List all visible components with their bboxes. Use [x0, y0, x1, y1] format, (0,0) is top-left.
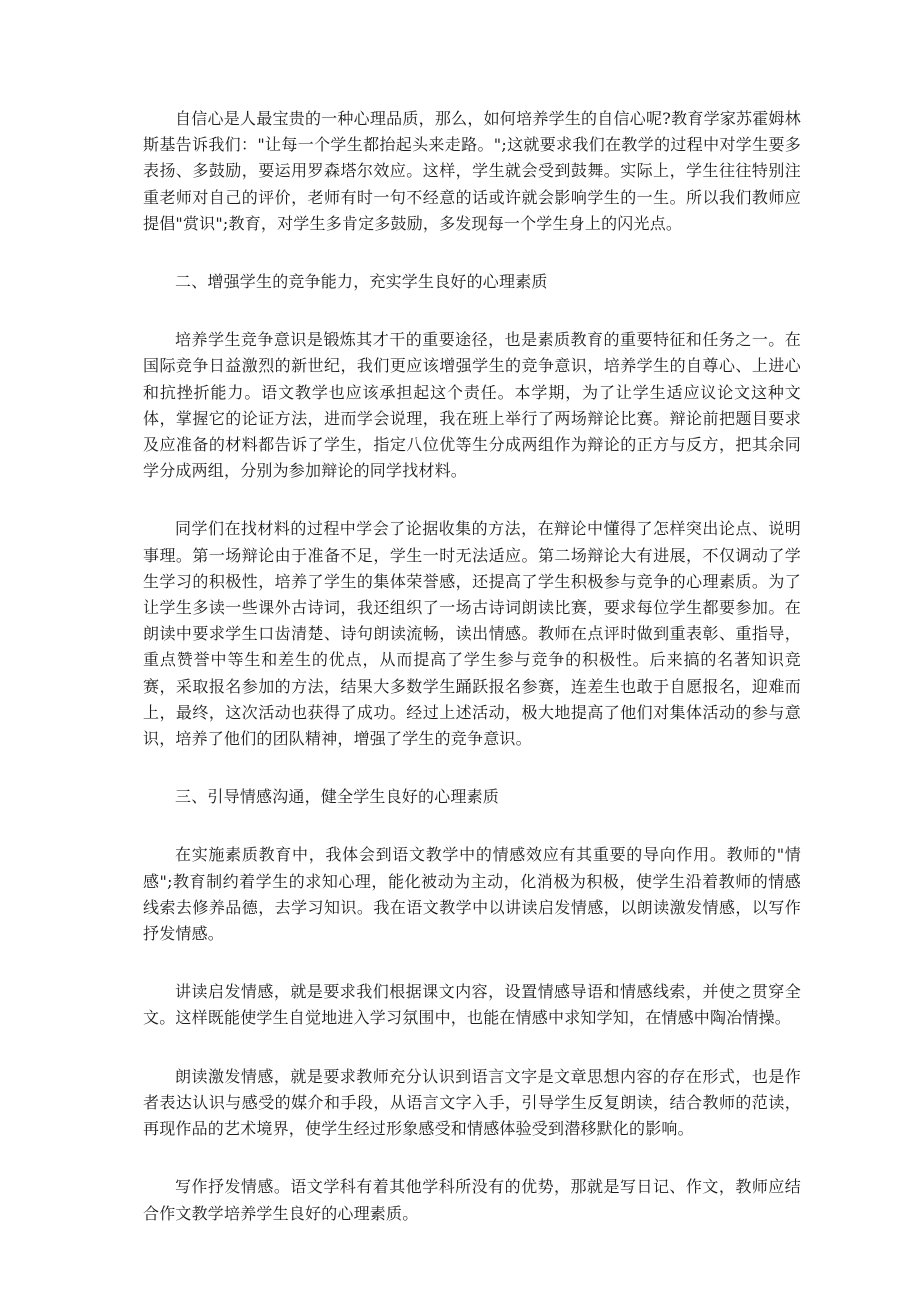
paragraph-gap	[143, 810, 801, 842]
paragraph-reading-emotion: 朗读激发情感，就是要求教师充分认识到语言文字是文章思想内容的存在形式，也是作者表达认识与感受的媒介和手段，从语言文字入手，引导学生反复朗读，结合教师的范读，再现作品的艺术境界，使学生经过形象感受和情感体验受到潜移默化的影响。	[143, 1066, 801, 1139]
paragraph-gap	[143, 752, 801, 784]
document-page	[143, 106, 801, 1227]
paragraph-gap	[143, 484, 801, 516]
paragraph-lecture-emotion: 讲读启发情感，就是要求我们根据课文内容，设置情感导语和情感线索，并使之贯穿全文。这样既能使学生自觉地进入学习氛围中，也能在情感中求知学知，在情感中陶冶情操。	[143, 982, 801, 1028]
paragraph-confidence: 自信心是人最宝贵的一种心理品质，那么，如何培养学生的自信心呢?教育学家苏霍姆林斯基告诉我们："让每一个学生都抬起头来走路。";这就要求我们在教学的过程中对学生要多表扬、多鼓励，要运用罗森塔尔效应。这样，学生就会受到鼓舞。实际上，学生往往特别注重老师对自己的评价，老师有时一句不经意的话或许就会影响学生的一生。所以我们教师应提倡"赏识";教育，对学生多肯定多鼓励，多发现每一个学生身上的闪光点。	[143, 109, 801, 233]
paragraph-debate-activities: 同学们在找材料的过程中学会了论据收集的方法，在辩论中懂得了怎样突出论点、说明事理。第一场辩论由于准备不足，学生一时无法适应。第二场辩论大有进展，不仅调动了学生学习的积极性，培养了学生的集体荣誉感，还提高了学生积极参与竞争的心理素质。为了让学生多读一些课外古诗词，我还组织了一场古诗词朗读比赛，要求每位学生都要参加。在朗读中要求学生口齿清楚、诗句朗读流畅，读出情感。教师在点评时做到重表彰、重指导，重点赞誉中等生和差生的优点，从而提高了学生参与竞争的积极性。后来搞的名著知识竞赛，采取报名参加的方法，结果大多数学生踊跃报名参赛，连差生也敢于自愿报名，迎难而上，最终，这次活动也获得了成功。经过上述活动，极大地提高了他们对集体活动的参与意识，培养了他们的团队精神，增强了学生的竞争意识。	[143, 519, 801, 749]
paragraph-gap	[143, 947, 801, 979]
section-heading-emotion: 三、引导情感沟通，健全学生良好的心理素质	[175, 787, 500, 807]
paragraph-gap	[143, 237, 801, 269]
paragraph-gap	[143, 295, 801, 327]
paragraph-writing-emotion: 写作抒发情感。语文学科有着其他学科所没有的优势，那就是写日记、作文，教师应结合作文教学培养学生良好的心理素质。	[143, 1177, 801, 1223]
paragraph-emotion-effect: 在实施素质教育中，我体会到语文教学中的情感效应有其重要的导向作用。教师的"情感";教育制约着学生的求知心理，能化被动为主动，化消极为积极，使学生沿着教师的情感线索去修养品德，去学习知识。我在语文教学中以讲读启发情感，以朗读激发情感，以写作抒发情感。	[143, 845, 801, 944]
paragraph-competition-awareness: 培养学生竞争意识是锻炼其才干的重要途径，也是素质教育的重要特征和任务之一。在国际竞争日益激烈的新世纪，我们更应该增强学生的竞争意识，培养学生的自尊心、上进心和抗挫折能力。语文教学也应该承担起这个责任。本学期，为了让学生适应议论文这种文体，掌握它的论证方法，进而学会说理，我在班上举行了两场辩论比赛。辩论前把题目要求及应准备的材料都告诉了学生，指定八位优等生分成两组作为辩论的正方与反方，把其余同学分成两组，分别为参加辩论的同学找材料。	[143, 330, 801, 481]
paragraph-gap	[143, 1032, 801, 1064]
section-heading-competition: 二、增强学生的竞争能力，充实学生良好的心理素质	[175, 272, 548, 292]
paragraph-gap	[143, 1142, 801, 1174]
